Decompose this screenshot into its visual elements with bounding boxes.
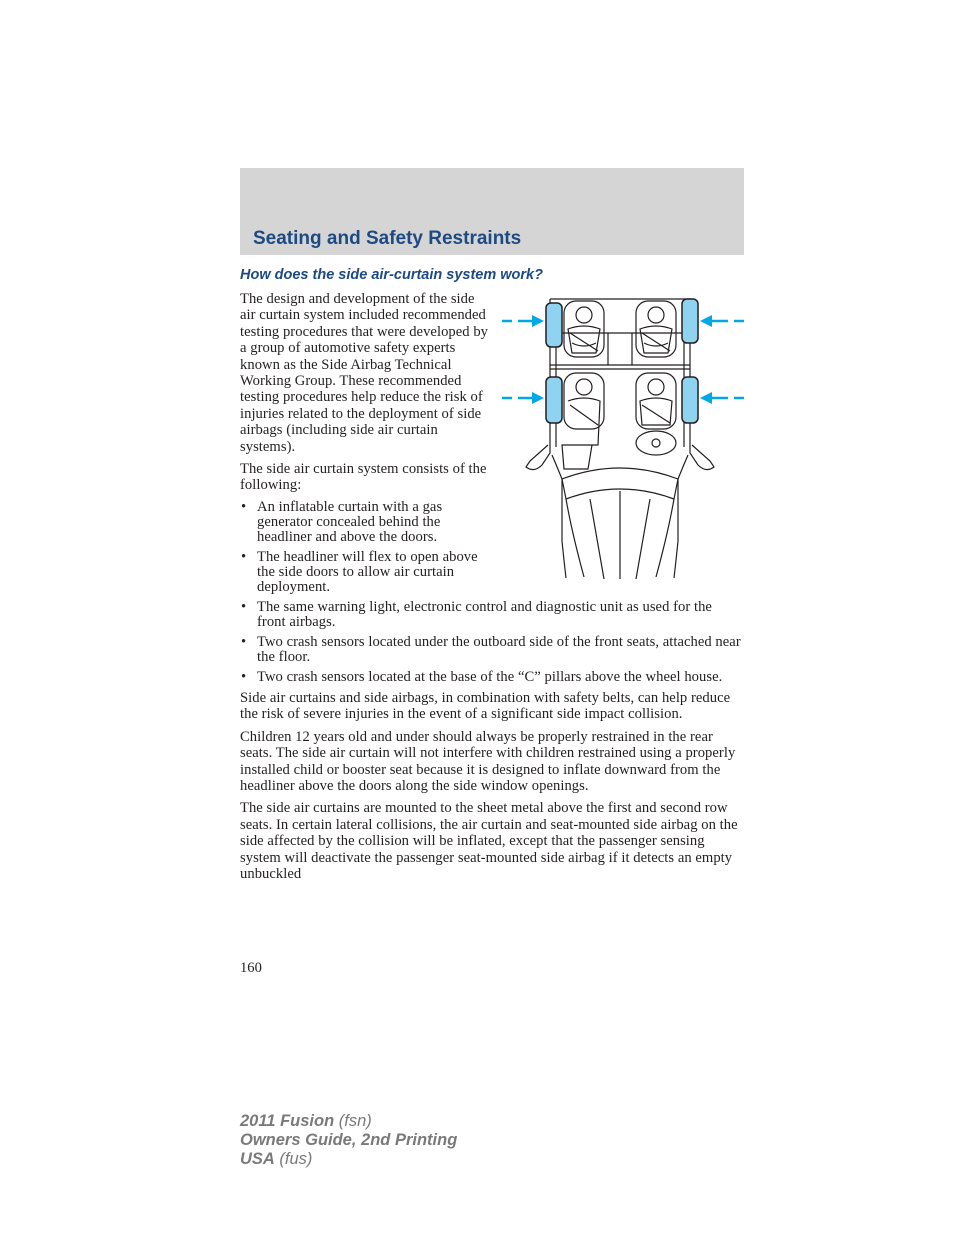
intro-paragraph: The design and development of the side air curtain system included recommended testing procedures that were developed by a group of automotive safety experts known as the Side Airbag Technical Working Group. These recommended testing procedures help reduce the risk of injuries related to the deployment of side airbags (including side air curtain systems). (240, 291, 489, 455)
side-air-curtains (546, 299, 698, 423)
rear-right-occupant (636, 301, 676, 357)
subheading: How does the side air-curtain system work? (240, 267, 543, 283)
rear-left-occupant (564, 301, 604, 357)
air-curtain-front-right (682, 377, 698, 423)
hood-lines (566, 491, 674, 579)
paragraph: Children 12 years old and under should always be properly restrained in the rear seats. The side air curtain will not interfere with children restrained using a properly installed child or booster seat because it is designed to inflate downward from the headliner above the doors along the side window openings. (240, 728, 736, 794)
section-title: Seating and Safety Restraints (253, 228, 522, 249)
list-item: • The same warning light, electronic control and diagnostic unit as used for the front airbags. (240, 600, 744, 630)
front-left-occupant (562, 373, 604, 469)
footer-line-2: Owners Guide, 2nd Printing (240, 1131, 458, 1149)
paragraph: The side air curtains are mounted to the sheet metal above the first and second row seats. In certain lateral collisions, the air curtain and seat-mounted side airbag on the side affected by the collision will be inflated, except that the passenger sensing system will deactivate the passenger seat-mounted side airbag if it detects an empty unbuckled (240, 800, 738, 882)
list-item: • The headliner will flex to open above the side doors to allow air curtain deployment. (240, 550, 493, 595)
components-intro: The side air curtain system consists of the following: (240, 461, 487, 494)
air-curtain-rear-left (546, 303, 562, 347)
paragraph: Side air curtains and side airbags, in combination with safety belts, can help reduce the risk of severe injuries in the event of a significant side impact collision. (240, 689, 731, 723)
front-right-occupant (636, 373, 676, 455)
air-curtain-front-left (546, 377, 562, 423)
list-item: • Two crash sensors located at the base of the “C” pillars above the wheel house. (240, 670, 744, 685)
footer-line-3: USA (fus) (240, 1150, 313, 1168)
list-item: • Two crash sensors located under the outboard side of the front seats, attached near the floor. (240, 635, 744, 665)
side-air-curtain-illustration (500, 293, 746, 583)
impact-arrows (502, 315, 744, 404)
air-curtain-rear-right (682, 299, 698, 343)
footer (240, 1112, 457, 1169)
list-item: • An inflatable curtain with a gas generator concealed behind the headliner and above the doors. (240, 500, 493, 545)
footer-line-1: 2011 Fusion (fsn) (240, 1112, 372, 1130)
page-number: 160 (240, 960, 262, 976)
